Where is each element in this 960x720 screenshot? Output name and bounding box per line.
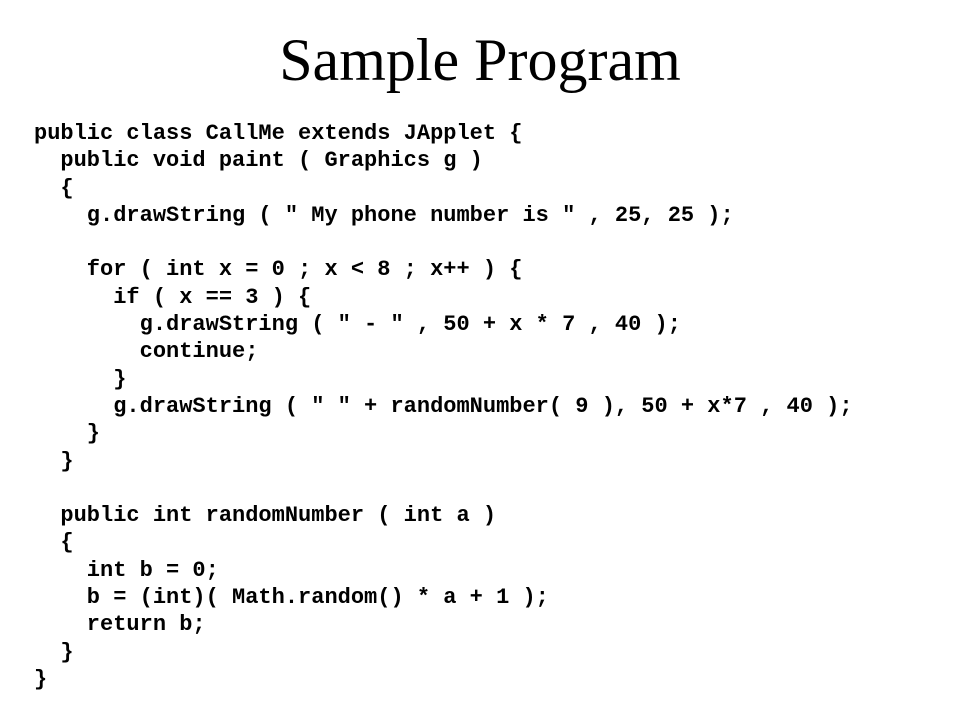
- code-line: }: [34, 421, 101, 447]
- code-block: [34, 120, 853, 693]
- slide-title: Sample Program: [279, 27, 681, 93]
- code-line: g.drawString ( " My phone number is " , 25, 25 );: [34, 202, 734, 228]
- code-line: return b;: [34, 612, 206, 638]
- code-line: }: [34, 666, 48, 692]
- code-line-blank: [34, 229, 853, 256]
- code-line: }: [34, 366, 127, 392]
- code-line: b = (int)( Math.random() * a + 1 );: [34, 585, 549, 611]
- code-line-blank: [34, 475, 853, 502]
- code-line: int b = 0;: [34, 557, 219, 583]
- code-line: }: [34, 639, 74, 665]
- code-line: g.drawString ( " " + randomNumber( 9 ), 50 + x*7 , 40 );: [34, 393, 853, 419]
- code-line: public void paint ( Graphics g ): [34, 148, 483, 174]
- code-line: }: [34, 448, 74, 474]
- code-line: continue;: [34, 339, 259, 365]
- code-line: g.drawString ( " - " , 50 + x * 7 , 40 );: [34, 312, 681, 338]
- code-line: for ( int x = 0 ; x < 8 ; x++ ) {: [34, 257, 523, 283]
- code-line: if ( x == 3 ) {: [34, 284, 312, 310]
- code-line: public class CallMe extends JApplet {: [34, 121, 523, 146]
- code-line: {: [34, 530, 74, 556]
- code-line: {: [34, 175, 74, 201]
- code-line: public int randomNumber ( int a ): [34, 503, 497, 529]
